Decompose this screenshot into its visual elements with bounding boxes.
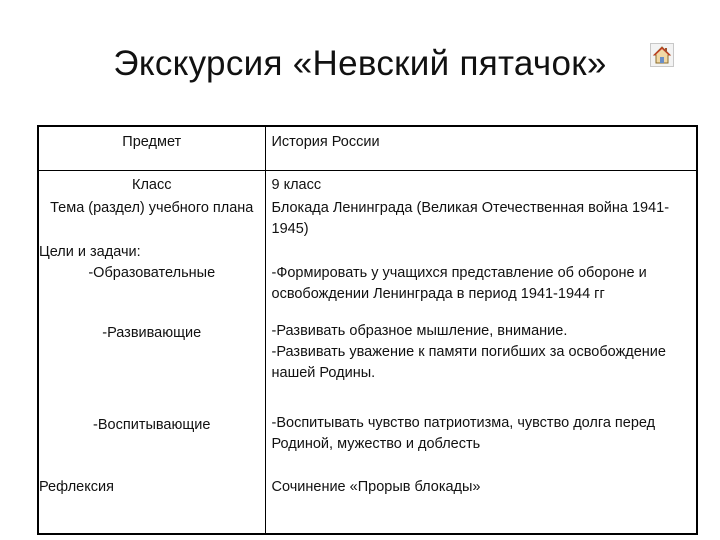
- upbringing-value: -Воспитывать чувство патриотизма, чувство долга перед Родиной, мужество и доблесть: [265, 409, 697, 469]
- table-row-topic: [38, 197, 697, 242]
- developing-label-cell: [38, 317, 265, 409]
- developing-value-2: -Развивать уважение к памяти погибших за освобождение нашей Родины.: [271, 344, 666, 381]
- table-row-developing: [38, 317, 697, 409]
- table-row-upbringing: [38, 409, 697, 469]
- goals-heading-empty: [265, 242, 697, 263]
- table-row-goals-heading: [38, 242, 697, 263]
- developing-label: -Развивающие: [102, 325, 202, 341]
- table-row-subject: [38, 126, 697, 171]
- reflection-value: Сочинение «Прорыв блокады»: [265, 469, 697, 534]
- educational-value: -Формировать у учащихся представление об обороне и освобождении Ленинграда в период 1941-1944 гг: [265, 263, 697, 317]
- reflection-label: Рефлексия: [38, 469, 265, 534]
- home-button[interactable]: [650, 43, 674, 67]
- subject-label: Предмет: [38, 126, 265, 171]
- grade-label: Класс: [38, 171, 265, 198]
- educational-label: -Образовательные: [38, 263, 265, 317]
- upbringing-label-cell: [38, 409, 265, 469]
- home-icon: [651, 44, 673, 66]
- topic-value: Блокада Ленинграда (Великая Отечественная война 1941-1945): [265, 197, 697, 242]
- lesson-plan-table: [37, 125, 698, 535]
- upbringing-label: -Воспитывающие: [93, 417, 211, 433]
- subject-value: История России: [265, 126, 697, 171]
- table-row-educational: [38, 263, 697, 317]
- table-row-grade: [38, 171, 697, 198]
- topic-label: Тема (раздел) учебного плана: [38, 197, 265, 242]
- table-row-reflection: [38, 469, 697, 534]
- grade-value: 9 класс: [265, 171, 697, 198]
- slide-title: Экскурсия «Невский пятачок»: [113, 44, 607, 83]
- developing-value-cell: [265, 317, 697, 409]
- goals-heading: Цели и задачи:: [38, 242, 265, 263]
- developing-value-1: -Развивать образное мышление, внимание.: [271, 323, 568, 339]
